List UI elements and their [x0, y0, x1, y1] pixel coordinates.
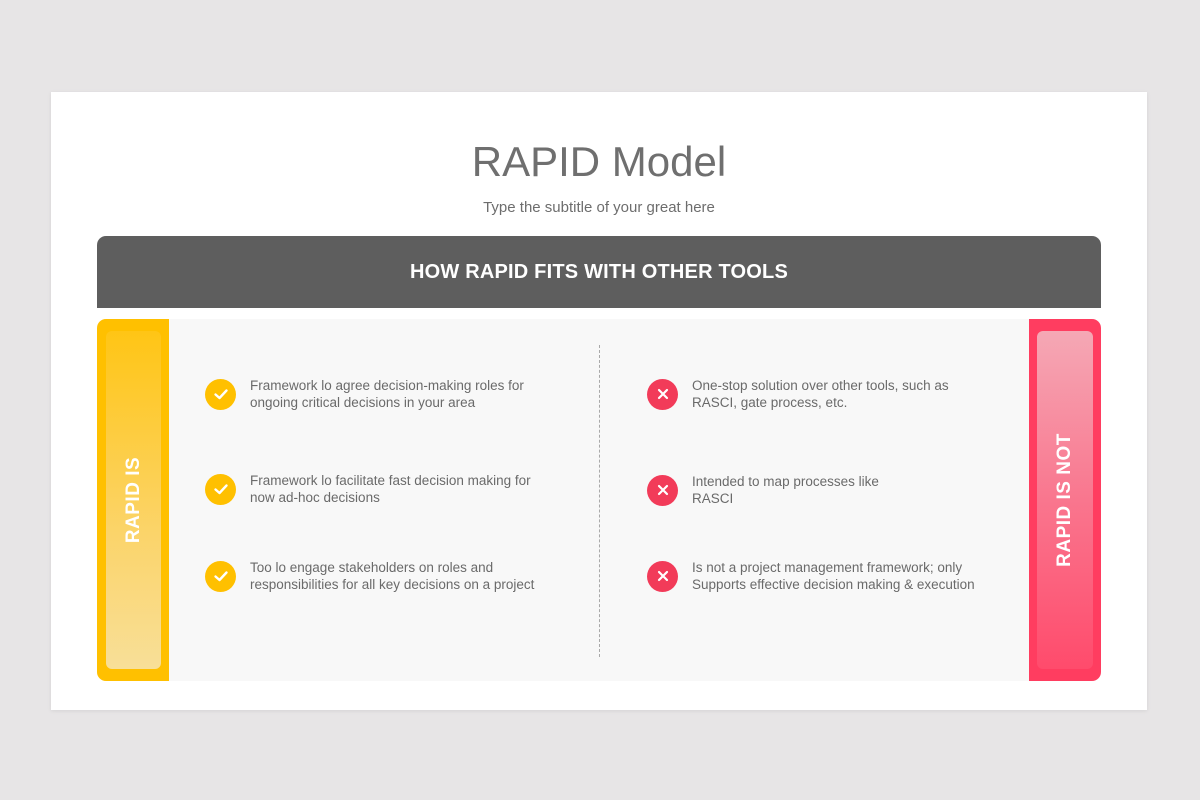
- rapid-is-item-text: Too lo engage stakeholders on roles and responsibilities for all key decisions on a project: [250, 560, 535, 592]
- section-header: [97, 236, 1101, 308]
- rapid-is-not-item: [647, 377, 949, 411]
- comparison-panel: [97, 319, 1101, 681]
- section-header-text: HOW RAPID FITS WITH OTHER TOOLS: [409, 260, 789, 283]
- rapid-is-item: [205, 377, 524, 411]
- column-divider: [599, 345, 600, 657]
- rapid-is-item: [205, 559, 534, 593]
- rapid-is-item: [205, 472, 531, 506]
- rapid-is-not-banner-inner: [1037, 331, 1093, 669]
- rapid-is-not-item-text: One-stop solution over other tools, such as RASCI, gate process, etc.: [692, 378, 949, 410]
- cross-icon: [647, 379, 678, 410]
- rapid-is-not-item-text: Intended to map processes like RASCI: [692, 474, 879, 506]
- check-icon: [205, 474, 236, 505]
- rapid-is-banner-inner: [106, 331, 161, 669]
- page-title: RAPID Model: [471, 138, 727, 185]
- rapid-is-not-item: [647, 473, 879, 507]
- check-icon: [205, 379, 236, 410]
- rapid-is-not-item-text: Is not a project management framework; only Supports effective decision making & execution: [692, 560, 975, 592]
- cross-icon: [647, 475, 678, 506]
- rapid-is-label: RAPID IS: [122, 456, 144, 544]
- slide: [51, 92, 1147, 710]
- rapid-is-item-text: Framework lo facilitate fast decision making for now ad-hoc decisions: [250, 473, 531, 505]
- page-subtitle: Type the subtitle of your great here: [483, 199, 715, 216]
- rapid-is-not-item: [647, 559, 975, 593]
- rapid-is-not-banner: [1029, 319, 1101, 681]
- check-icon: [205, 561, 236, 592]
- rapid-is-item-text: Framework lo agree decision-making roles for ongoing critical decisions in your area: [250, 378, 524, 410]
- rapid-is-not-label: RAPID IS NOT: [1054, 433, 1075, 567]
- cross-icon: [647, 561, 678, 592]
- rapid-is-banner: [97, 319, 169, 681]
